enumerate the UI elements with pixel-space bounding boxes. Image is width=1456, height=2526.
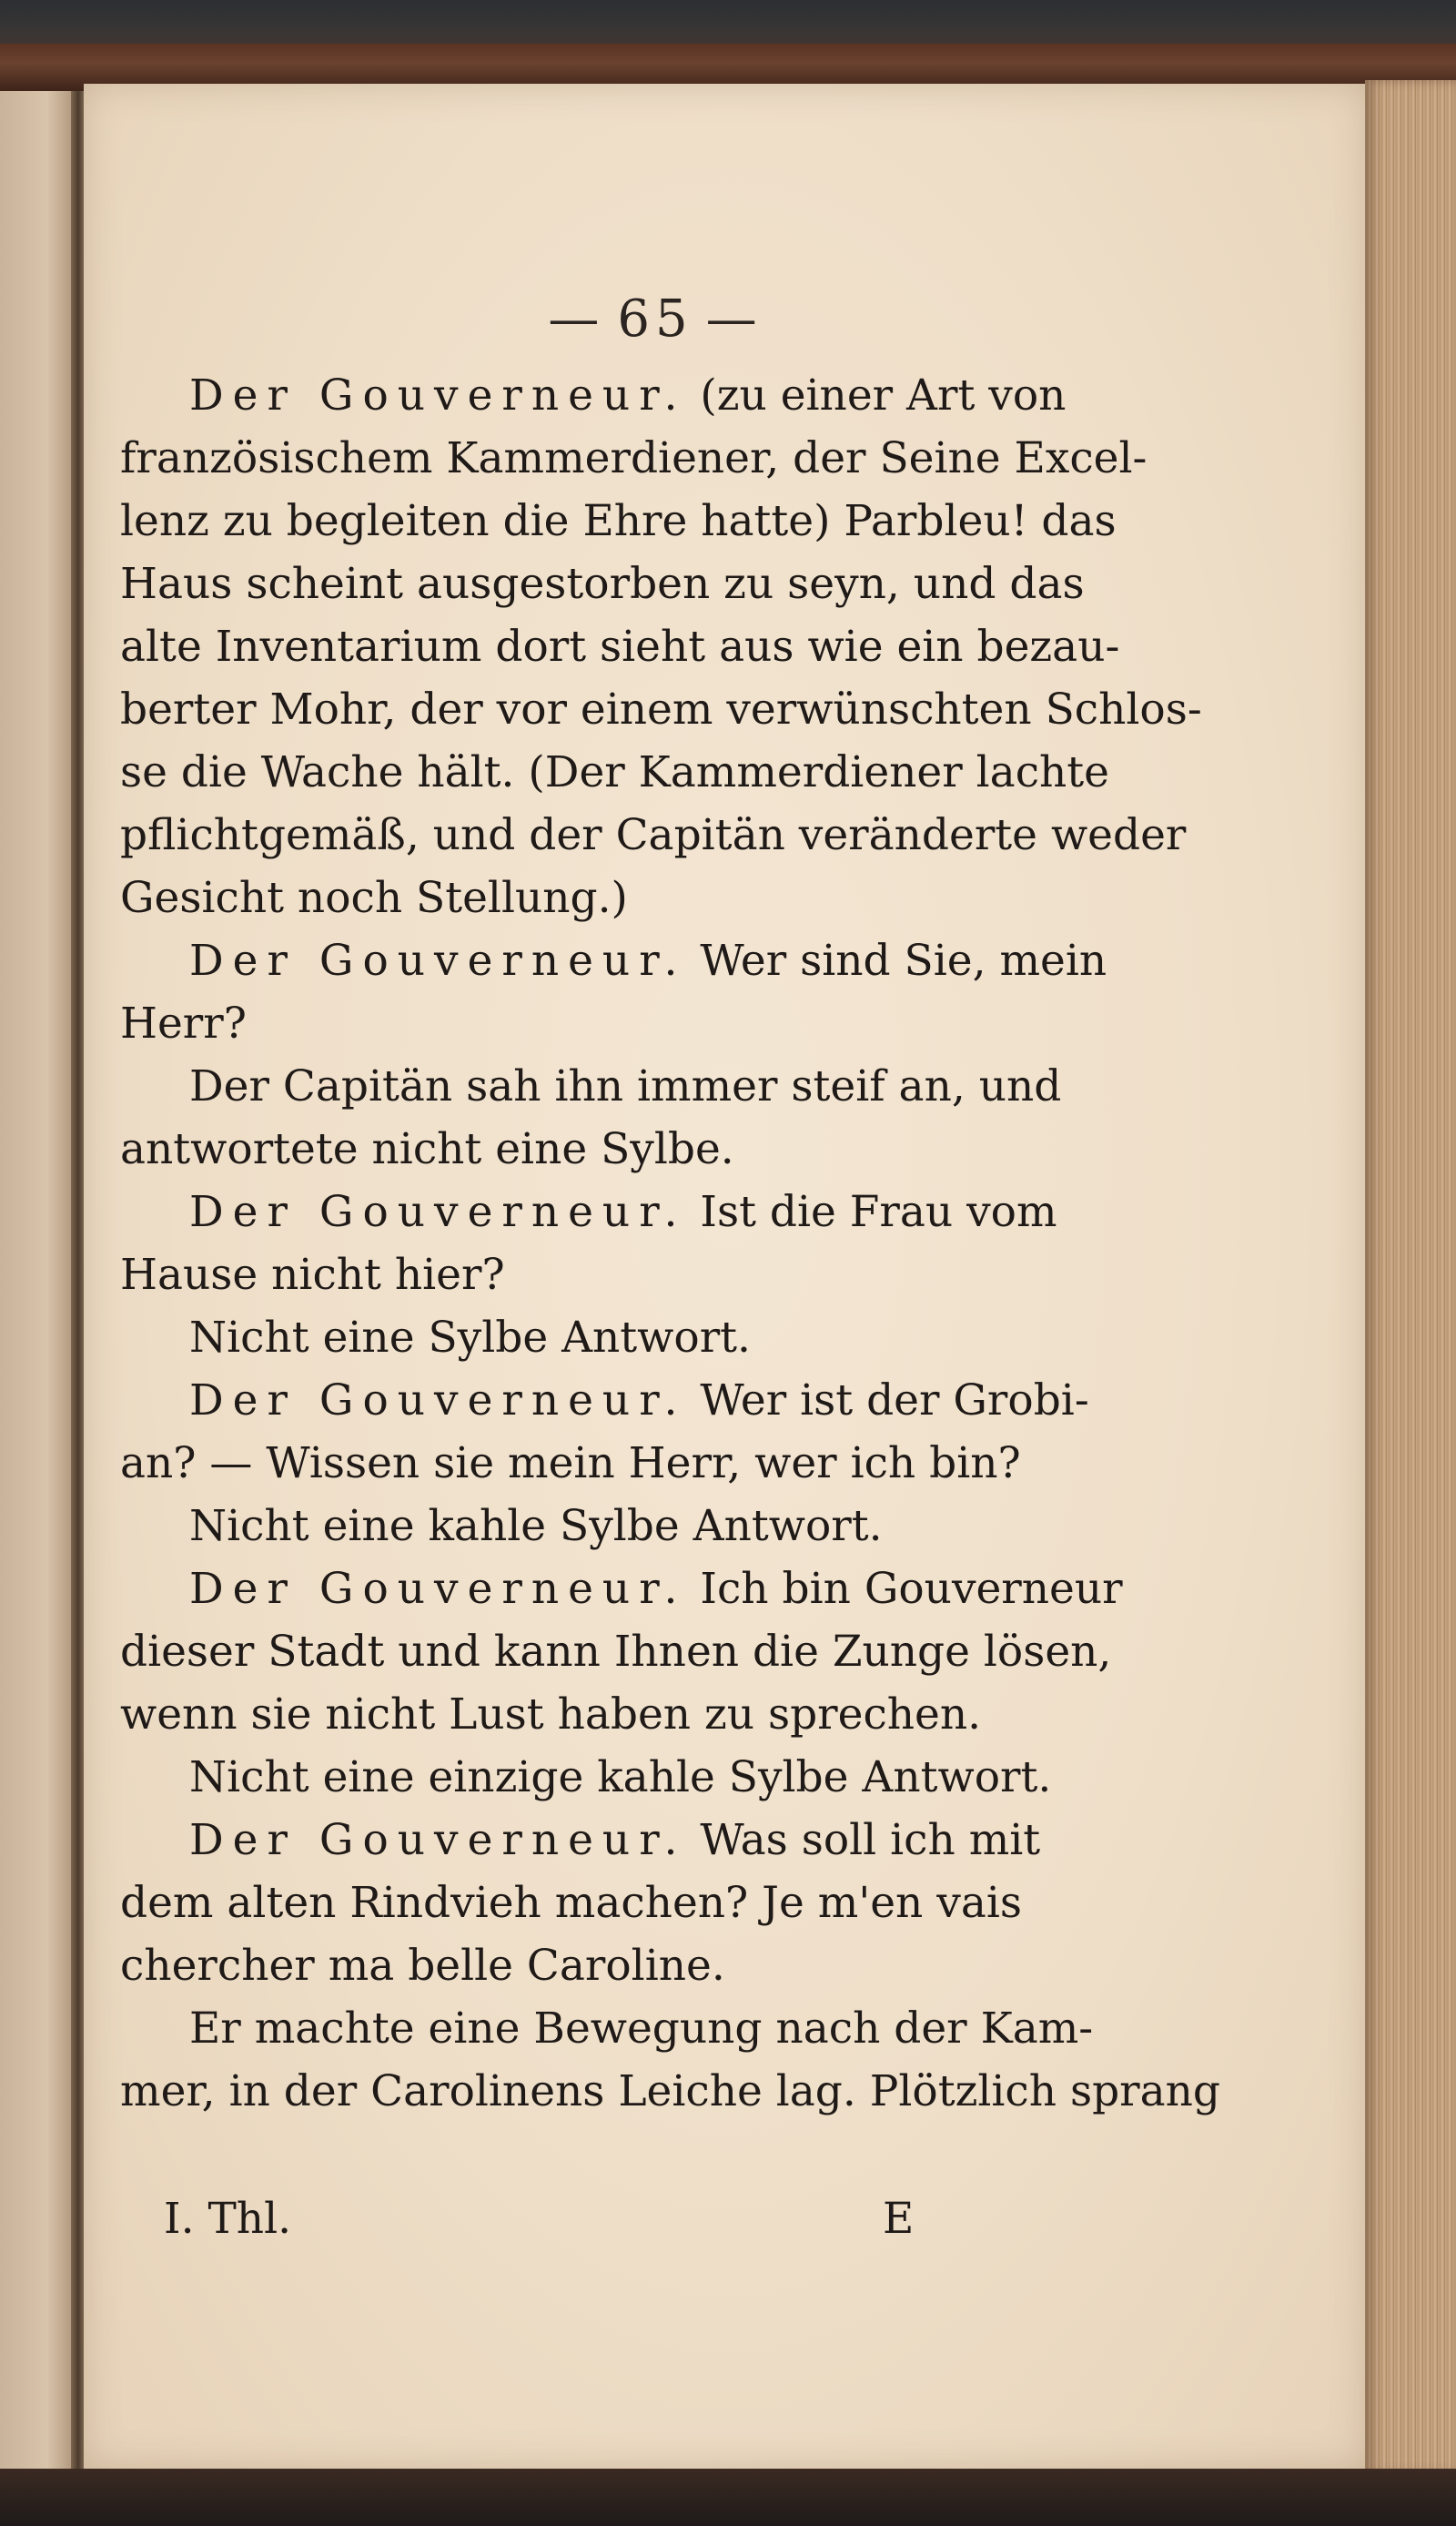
speaker-name: Der Gouverneur. <box>189 936 687 986</box>
line-text: dem alten Rindvieh machen? Je m'en vais <box>120 1878 1022 1928</box>
text-line <box>120 992 1148 1055</box>
speaker-name: Der Gouverneur. <box>189 1187 687 1237</box>
text-line <box>120 1118 1148 1181</box>
text-line <box>120 741 1148 804</box>
line-text: se die Wache hält. (Der Kammerdiener lachte <box>120 747 1109 797</box>
text-line <box>120 1997 1148 2060</box>
text-line <box>120 1872 1148 1934</box>
line-text: Nicht eine Sylbe Antwort. <box>189 1313 751 1363</box>
text-line <box>120 929 1148 992</box>
speaker-name: Der Gouverneur. <box>189 1375 687 1425</box>
line-text: mer, in der Carolinens Leiche lag. Plötzlich sprang <box>120 2066 1221 2116</box>
text-line <box>120 804 1187 867</box>
line-text: Hause nicht hier? <box>120 1250 505 1300</box>
line-text: Wer sind Sie, mein <box>700 936 1107 986</box>
line-text: dieser Stadt und kann Ihnen die Zunge lösen, <box>120 1627 1112 1677</box>
line-text: antwortete nicht eine Sylbe. <box>120 1124 734 1174</box>
page-block-edges <box>1365 80 1456 2474</box>
text-line <box>120 1055 1148 1118</box>
line-text: Ich bin Gouverneur <box>700 1564 1123 1614</box>
text-line <box>120 1620 1148 1683</box>
text-line <box>120 1369 1148 1432</box>
text-line <box>120 615 1148 678</box>
scan-background-bottom <box>0 2469 1456 2526</box>
text-line <box>120 1181 1148 1243</box>
dash-left: — <box>548 289 605 349</box>
text-line <box>120 1746 1148 1809</box>
body-text <box>120 364 1221 2123</box>
speaker-name: Der Gouverneur. <box>189 1564 687 1614</box>
speaker-name: Der Gouverneur. <box>189 370 687 421</box>
line-text: Was soll ich mit <box>700 1815 1041 1865</box>
line-text: Nicht eine kahle Sylbe Antwort. <box>189 1501 883 1551</box>
line-text: lenz zu begleiten die Ehre hatte) Parbleu! das <box>120 496 1117 546</box>
page-number-value: 65 <box>617 289 693 349</box>
page-number <box>510 289 801 349</box>
text-line <box>120 364 1148 427</box>
line-text: chercher ma belle Caroline. <box>120 1941 725 1991</box>
text-line <box>120 427 1148 490</box>
text-line <box>120 1683 1148 1746</box>
line-text: (zu einer Art von <box>700 370 1067 421</box>
line-text: Herr? <box>120 999 247 1049</box>
text-line <box>120 867 1148 929</box>
line-text: alte Inventarium dort sieht aus wie ein bezau- <box>120 622 1120 672</box>
text-line <box>120 1934 1148 1997</box>
line-text: Nicht eine einzige kahle Sylbe Antwort. <box>189 1752 1052 1802</box>
text-line <box>120 2060 1221 2123</box>
line-text: pflichtgemäß, und der Capitän veränderte weder <box>120 810 1187 860</box>
text-line <box>120 490 1148 553</box>
line-text: Haus scheint ausgestorben zu seyn, und das <box>120 559 1085 609</box>
line-text: an? — Wissen sie mein Herr, wer ich bin? <box>120 1438 1021 1488</box>
line-text: Wer ist der Grobi- <box>700 1375 1089 1425</box>
speaker-name: Der Gouverneur. <box>189 1815 687 1865</box>
text-line <box>120 1809 1148 1872</box>
line-text: Ist die Frau vom <box>700 1187 1057 1237</box>
line-text: Gesicht noch Stellung.) <box>120 873 628 923</box>
text-line <box>120 1243 1148 1306</box>
facing-page-edge <box>0 91 78 2480</box>
text-line <box>120 1557 1148 1620</box>
text-line <box>120 1495 1148 1557</box>
text-line <box>120 1432 1148 1495</box>
line-text: Er machte eine Bewegung nach der Kam- <box>189 2004 1094 2054</box>
text-line <box>120 678 1202 741</box>
dash-right: — <box>705 289 763 349</box>
line-text: Der Capitän sah ihn immer steif an, und <box>189 1061 1062 1111</box>
line-text: berter Mohr, der vor einem verwünschten Schlos- <box>120 685 1202 735</box>
text-line <box>120 553 1148 615</box>
line-text: französischem Kammerdiener, der Seine Excel- <box>120 433 1148 483</box>
text-line <box>120 1306 1148 1369</box>
volume-signature: I. Thl. <box>164 2194 292 2244</box>
sheet-signature-mark: E <box>883 2194 915 2244</box>
line-text: wenn sie nicht Lust haben zu sprechen. <box>120 1689 982 1740</box>
